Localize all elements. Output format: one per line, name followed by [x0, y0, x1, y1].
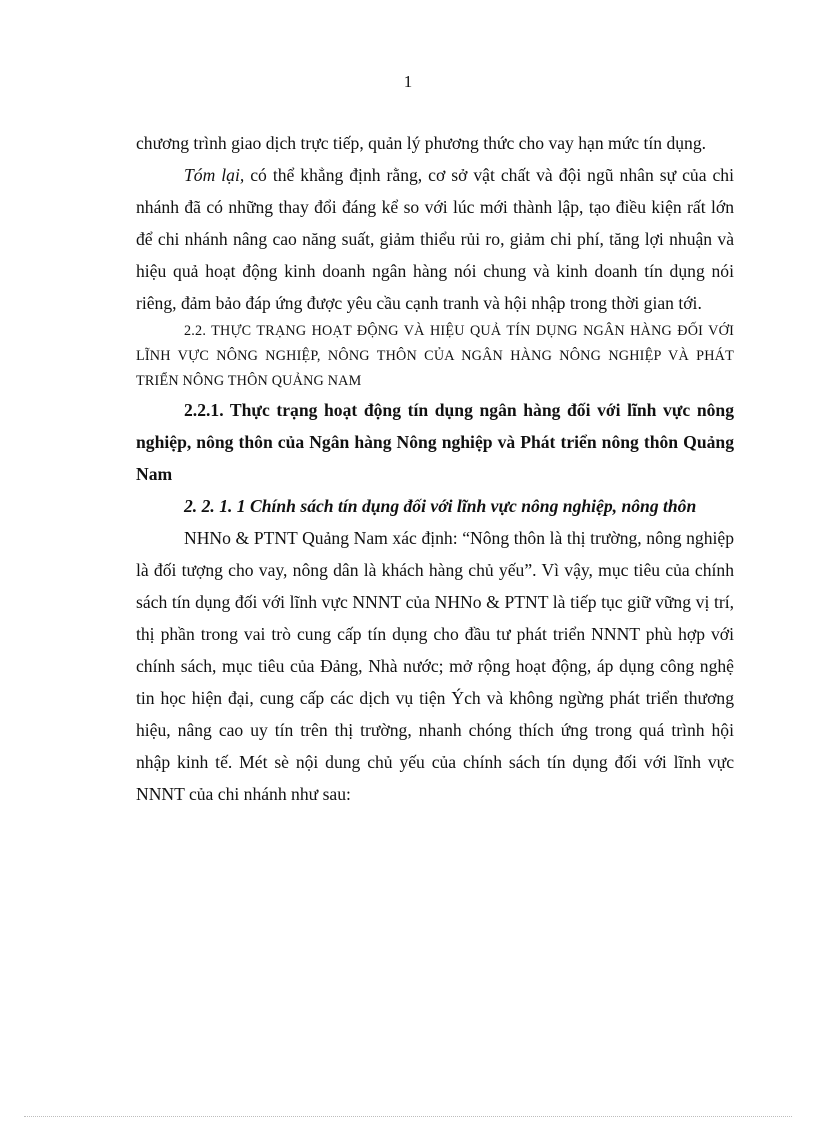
- paragraph-summary: [136, 159, 734, 319]
- page-bottom-divider: [24, 1116, 792, 1117]
- document-body: [136, 127, 734, 810]
- page-number: 1: [403, 72, 413, 91]
- section-heading-2-2-1: 2.2.1. Thực trạng hoạt động tín dụng ngân hàng đối với lĩnh vực nông nghiệp, nông thôn của Ngân hàng Nông nghiệp và Phát triển nông thôn Quảng Nam: [136, 400, 734, 484]
- section-heading-2-2-1-1: 2. 2. 1. 1 Chính sách tín dụng đối với lĩnh vực nông nghiệp, nông thôn: [184, 496, 697, 516]
- paragraph-continuation: chương trình giao dịch trực tiếp, quản lý phương thức cho vay hạn mức tín dụng.: [136, 133, 707, 153]
- summary-lead: Tóm lại,: [184, 165, 245, 185]
- summary-text: có thể khẳng định rằng, cơ sở vật chất và đội ngũ nhân sự của chi nhánh đã có những thay đổi đáng kể so với lúc mới thành lập, tạo điều kiện rất lớn để chi nhánh nâng cao năng suất, giảm thiểu rủi ro, giảm chi phí, tăng lợi nhuận và hiệu quả hoạt động kinh doanh ngân hàng nói chung và kinh doanh tín dụng nói riêng, đảm bảo đáp ứng được yêu cầu cạnh tranh và hội nhập trong thời gian tới.: [136, 165, 734, 313]
- paragraph-policy: NHNo & PTNT Quảng Nam xác định: “Nông thôn là thị trường, nông nghiệp là đối tượng cho vay, nông dân là khách hàng chủ yếu”. Vì vậy, mục tiêu của chính sách tín dụng đối với lĩnh vực NNNT của NHNo & PTNT là tiếp tục giữ vững vị trí, thị phần trong vai trò cung cấp tín dụng cho đầu tư phát triển NNNT phù hợp với chính sách, mục tiêu của Đảng, Nhà nước; mở rộng hoạt động, áp dụng công nghệ tin học hiện đại, cung cấp các dịch vụ tiện Ých và không ngừng phát triển thương hiệu, nâng cao uy tín trên thị trường, nhanh chóng thích ứng trong quá trình hội nhập kinh tế. Mét sè nội dung chủ yếu của chính sách tín dụng đối với lĩnh vực NNNT của chi nhánh như sau:: [136, 528, 734, 804]
- section-heading-2-2: 2.2. THỰC TRẠNG HOẠT ĐỘNG VÀ HIỆU QUẢ TÍN DỤNG NGÂN HÀNG ĐỐI VỚI LĨNH VỰC NÔNG NGHIỆP, NÔNG THÔN CỦA NGÂN HÀNG NÔNG NGHIỆP VÀ PHÁT TRIỂN NÔNG THÔN QUẢNG NAM: [136, 323, 734, 389]
